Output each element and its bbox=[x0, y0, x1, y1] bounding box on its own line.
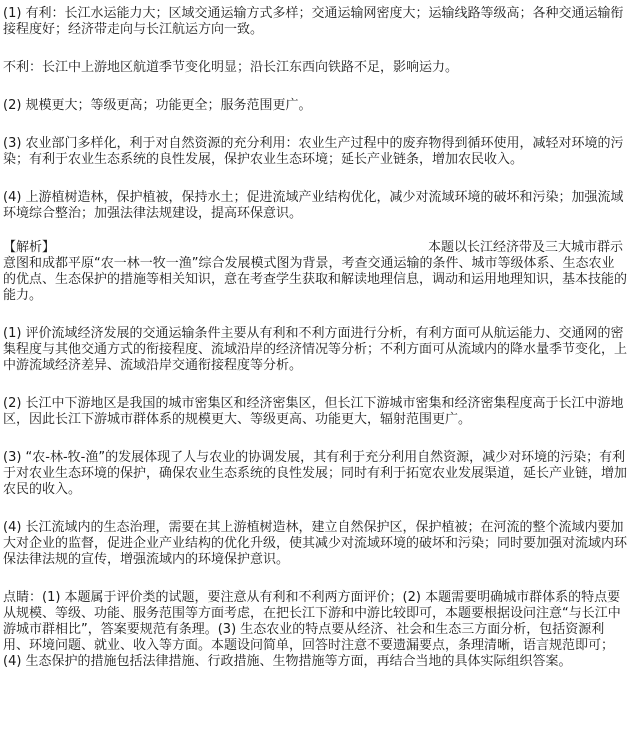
analysis-tips: 点睛：(1) 本题属于评价类的试题，要注意从有利和不利两方面评价；(2) 本题需要明确城市群体系的特点要从规模、等级、功能、服务范围等方面考虑，在把长江下游和中游比较即可，本题要根据设问注意“与长江中游城市群相比”，答案要规范有条理。(3) 生态农业的特点要从经济、社会和生态三方面分析，包括资源利用、环境问题、就业、收入等方面。本题设问简单，回答时注意不要遗漏要点，条理清晰，语言规范即可；(4) 生态保护的措施包括法律措施、行政措施、生物措施等方面，再结合当地的具体实际组织答案。 bbox=[3, 590, 621, 669]
analysis-4: (4) 长江流域内的生态治理，需要在其上游植树造林，建立自然保护区，保护植被；在河流的整个流域内要加大对企业的监督，促进企业产业结构的优化升级，使其减少对流域环境的破坏和污染；同时要加强对流域内环保法律法规的宣传，增强流域内的环境保护意识。 bbox=[3, 520, 628, 567]
analysis-header bbox=[3, 240, 627, 256]
answer-3: (3) 农业部门多样化，利于对自然资源的充分利用：农业生产过程中的废弃物得到循环使用，减轻对环境的污染；有利于农业生态系统的良性发展，保护农业生态环境；延长产业链条，增加农民收入。 bbox=[3, 136, 624, 167]
answer-4: (4) 上游植树造林，保护植被，保持水土；促进流域产业结构优化，减少对流域环境的破坏和污染；加强流域环境综合整治；加强法律法规建设，提高环保意识。 bbox=[3, 190, 624, 221]
analysis-intro: 意图和成都平原“农一林一牧一渔”综合发展模式图为背景，考查交通运输的条件、城市等级体系、生态农业的优点、生态保护的措施等相关知识，意在考查学生获取和解读地理信息，调动和运用地理知识，基本技能的能力。 bbox=[3, 256, 628, 303]
answer-1-advantages: (1) 有利：长江水运能力大；区域交通运输方式多样；交通运输网密度大；运输线路等级高；各种交通运输衔接程度好；经济带走向与长江航运方向一致。 bbox=[3, 6, 624, 37]
analysis-3: (3) “农-林-牧-渔”的发展体现了人与农业的协调发展，其有利于充分利用自然资源，减少对环境的污染；有利于对农业生态环境的保护，确保农业生态系统的良性发展；同时有利于拓宽农业发展渠道，延长产业链，增加农民的收入。 bbox=[3, 450, 628, 497]
analysis-intro-start: 本题以长江经济带及三大城市群示 bbox=[427, 240, 623, 255]
analysis-2: (2) 长江中下游地区是我国的城市密集区和经济密集区，但长江下游城市密集和经济密集程度高于长江中游地区，因此长江下游城市群体系的规模更大、等级更高、功能更大，辐射范围更广。 bbox=[3, 396, 624, 427]
analysis-label: 【解析】 bbox=[3, 240, 56, 255]
analysis-1: (1) 评价流域经济发展的交通运输条件主要从有利和不利方面进行分析，有利方面可从航运能力、交通网的密集程度与其他交通方式的衔接程度、流域沿岸的经济情况等分析；不利方面可从流域内的降水量季节变化，上中游流域经济差异、流域沿岸交通衔接程度等分析。 bbox=[3, 326, 628, 373]
answer-2: (2) 规模更大；等级更高；功能更全；服务范围更广。 bbox=[3, 98, 312, 113]
answer-1-disadvantages: 不利：长江中上游地区航道季节变化明显；沿长江东西向铁路不足，影响运力。 bbox=[3, 60, 459, 75]
